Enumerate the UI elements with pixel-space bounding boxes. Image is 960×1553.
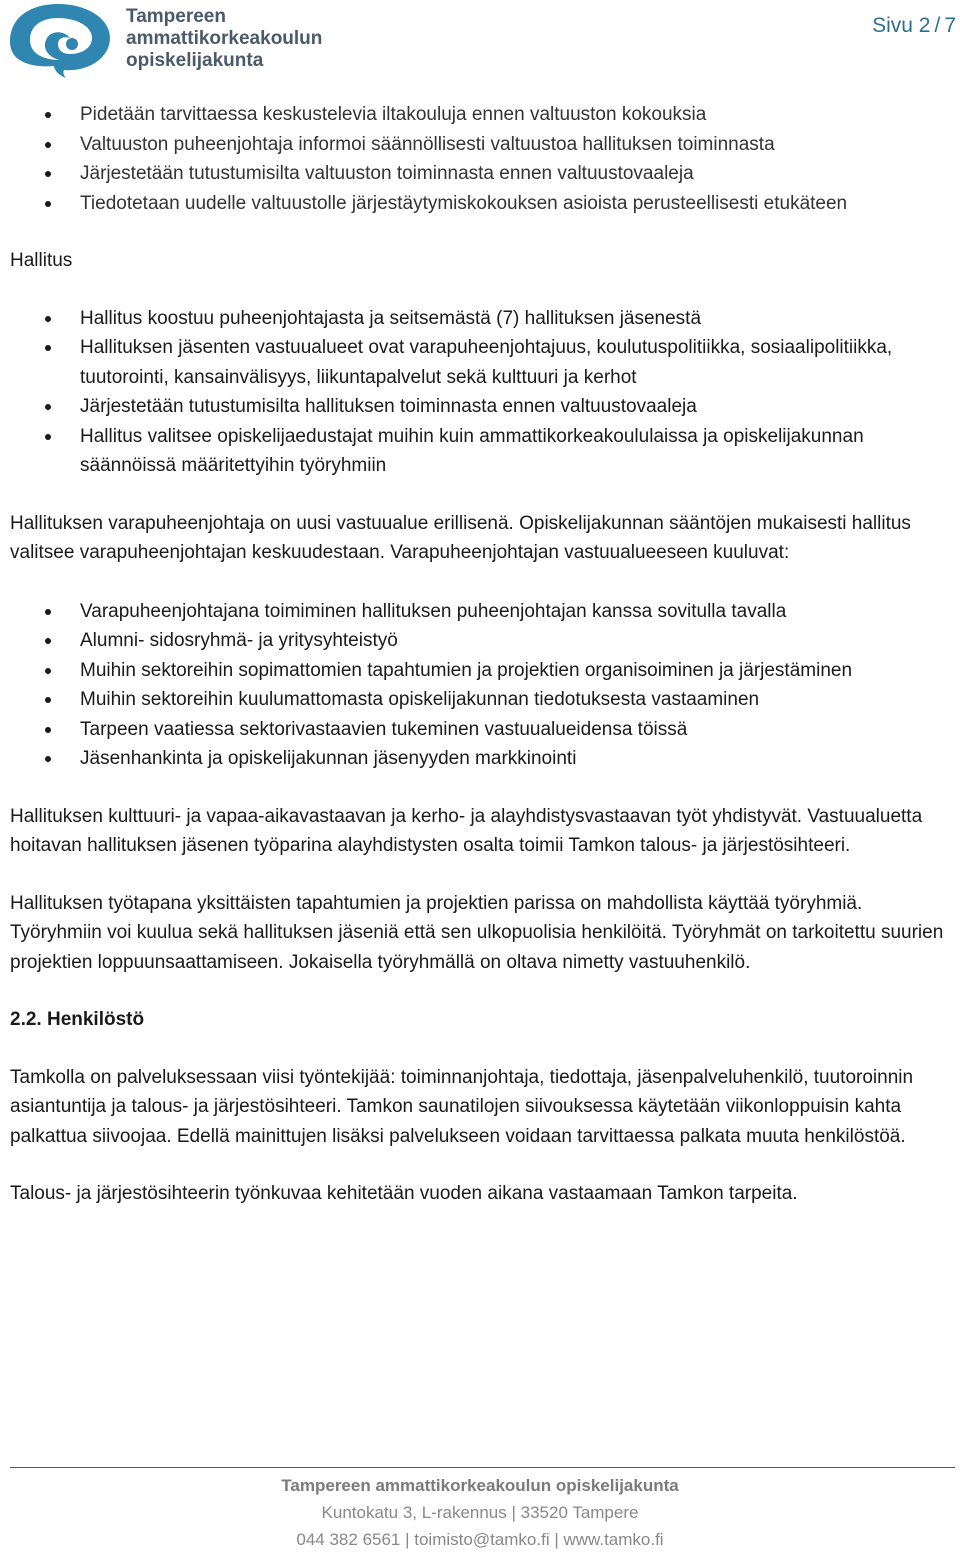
org-name-line-3: opiskelijakunta: [126, 50, 264, 71]
list-item: Hallituksen jäsenten vastuualueet ovat varapuheenjohtajuus, koulutuspolitiikka, sosiaalipolitiikka, tuutorointi, kansainvälisyys, liikuntapalvelut sekä kulttuuri ja kerhot: [10, 333, 955, 392]
section-heading-henkilosto: 2.2. Henkilöstö: [10, 1009, 145, 1030]
footer-org-name: Tampereen ammattikorkeakoulun opiskelijakunta: [281, 1476, 679, 1495]
hallitus-heading: Hallitus: [10, 250, 73, 271]
list-item: Hallitus koostuu puheenjohtajasta ja seitsemästä (7) hallituksen jäsenestä: [10, 304, 955, 334]
board-list: [10, 304, 955, 481]
footer-contact: 044 382 6561 | toimisto@tamko.fi | www.tamko.fi: [296, 1530, 664, 1549]
footer-address: Kuntokatu 3, L-rakennus | 33520 Tampere: [321, 1503, 639, 1522]
list-item: Muihin sektoreihin sopimattomien tapahtumien ja projektien organisoiminen ja järjestäminen: [10, 656, 955, 686]
org-name-line-2: ammattikorkeakoulun: [126, 28, 323, 49]
page-label: Sivu: [872, 14, 913, 37]
document-body: [10, 100, 955, 1209]
vice-chair-paragraph: Hallituksen varapuheenjohtaja on uusi vastuualue erillisenä. Opiskelijakunnan sääntöjen mukaisesti hallitus valitsee varapuheenjohtajan keskuudestaan. Varapuheenjohtajan vastuualueeseen kuuluvat:: [10, 512, 911, 563]
page-separator: /: [934, 14, 941, 37]
page-header: [0, 0, 960, 80]
org-name: [126, 6, 322, 72]
tamko-logo: [2, 2, 114, 78]
council-list: [10, 100, 955, 218]
list-item: Jäsenhankinta ja opiskelijakunnan jäsenyyden markkinointi: [10, 744, 955, 774]
culture-paragraph: Hallituksen kulttuuri- ja vapaa-aikavastaavan ja kerho- ja alayhdistysvastaavan työt yhdistyvät. Vastuualuetta hoitavan hallituksen jäsenen työparina alayhdistysten osalta toimii Tamkon talous- ja järjestösihteeri.: [10, 805, 923, 856]
list-item: Varapuheenjohtajana toimiminen hallituksen puheenjohtajan kanssa sovitulla tavalla: [10, 597, 955, 627]
list-item: Järjestetään tutustumisilta valtuuston toiminnasta ennen valtuustovaaleja: [10, 159, 955, 189]
page-total: 7: [944, 14, 956, 37]
working-groups-paragraph: Hallituksen työtapana yksittäisten tapahtumien ja projektien parissa on mahdollista käyttää työryhmiä. Työryhmiin voi kuulua sekä hallituksen jäseniä että sen ulkopuolisia henkilöitä. Työryhmät on tarkoitettu suurien projektien loppuunsaattamiseen. Jokaisella työryhmällä on oltava nimetty vastuuhenkilö.: [10, 892, 944, 973]
list-item: Hallitus valitsee opiskelijaedustajat muihin kuin ammattikorkeakoululaissa ja opiskelijakunnan säännöissä määritettyihin työryhmiin: [10, 422, 955, 481]
secretary-paragraph: Talous- ja järjestösihteerin työnkuvaa kehitetään vuoden aikana vastaamaan Tamkon tarpeita.: [10, 1183, 798, 1204]
footer-divider: [10, 1467, 955, 1468]
staff-paragraph: Tamkolla on palveluksessaan viisi työntekijää: toiminnanjohtaja, tiedottaja, jäsenpalveluhenkilö, tuutoroinnin asiantuntija ja talous- ja järjestösihteeri. Tamkon saunatilojen siivouksessa käytetään viikonloppuisin kahta palkattua siivoojaa. Edellä mainittujen lisäksi palvelukseen voidaan tarvittaessa palkata muuta henkilöstöä.: [10, 1066, 914, 1147]
list-item: Tarpeen vaatiessa sektorivastaavien tukeminen vastuualueidensa töissä: [10, 715, 955, 745]
list-item: Pidetään tarvittaessa keskustelevia iltakouluja ennen valtuuston kokouksia: [10, 100, 955, 130]
list-item: Valtuuston puheenjohtaja informoi säännöllisesti valtuustoa hallituksen toiminnasta: [10, 130, 955, 160]
list-item: Tiedotetaan uudelle valtuustolle järjestäytymiskokouksen asioista perusteellisesti etukäteen: [10, 189, 955, 219]
list-item: Muihin sektoreihin kuulumattomasta opiskelijakunnan tiedotuksesta vastaaminen: [10, 685, 955, 715]
list-item: Alumni- sidosryhmä- ja yritysyhteistyö: [10, 626, 955, 656]
page-number: [872, 14, 956, 38]
vice-chair-list: [10, 597, 955, 774]
list-item: Järjestetään tutustumisilta hallituksen toiminnasta ennen valtuustovaaleja: [10, 392, 955, 422]
page-footer: [0, 1472, 960, 1553]
page-current: 2: [918, 14, 931, 37]
org-name-line-1: Tampereen: [126, 6, 226, 27]
